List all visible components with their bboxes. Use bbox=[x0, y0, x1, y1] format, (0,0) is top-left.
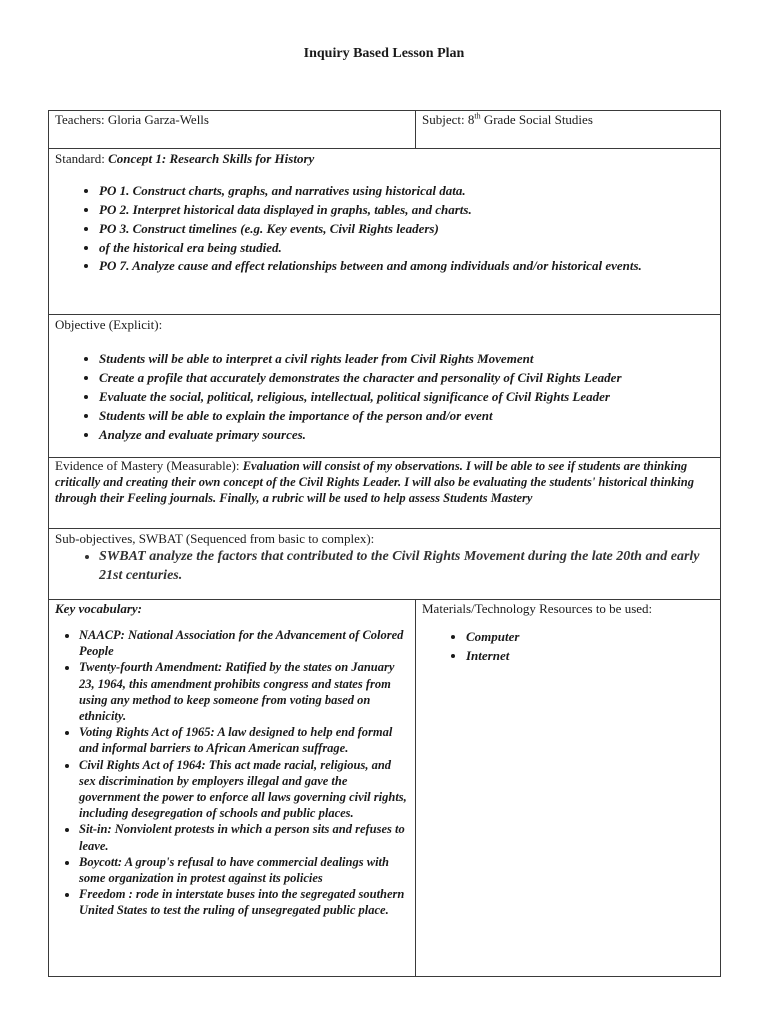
objective-cell bbox=[49, 315, 721, 458]
list-item: • Computer bbox=[466, 627, 714, 646]
standard-concept: Concept 1: Research Skills for History bbox=[108, 151, 315, 166]
list-item: • Twenty-fourth Amendment: Ratified by the states on January 23, 1964, this amendment prohibits congress and states from using any method to keep someone from voting based on ethnicity. bbox=[79, 659, 409, 724]
standard-cell bbox=[49, 149, 721, 315]
list-item: • Voting Rights Act of 1965: A law designed to help end formal and informal barriers to African American suffrage. bbox=[79, 724, 409, 756]
vocabulary-label: Key vocabulary: bbox=[55, 601, 143, 616]
subobjectives-cell bbox=[49, 529, 721, 600]
subject-rest: Grade Social Studies bbox=[483, 112, 593, 127]
standard-list bbox=[55, 181, 714, 274]
subobjectives-row bbox=[49, 529, 721, 600]
list-item: • SWBAT analyze the factors that contributed to the Civil Rights Movement during the late 20th and early 21st centuries. bbox=[99, 547, 714, 585]
list-item: • Boycott: A group's refusal to have commercial dealings with some organization in protest against its policies bbox=[79, 854, 409, 886]
list-item: • PO 7. Analyze cause and effect relationships between and among individuals and/or historical events. bbox=[99, 257, 714, 274]
subject-cell bbox=[416, 111, 721, 149]
list-item: • Civil Rights Act of 1964: This act made racial, religious, and sex discrimination by employers illegal and gave the government the power to enforce all laws governing civil rights, including desegregation of schools and public places. bbox=[79, 757, 409, 822]
teachers-value: Gloria Garza-Wells bbox=[107, 112, 209, 127]
list-item: • Sit-in: Nonviolent protests in which a person sits and refuses to leave. bbox=[79, 821, 409, 853]
materials-list bbox=[422, 627, 714, 665]
objective-list bbox=[55, 349, 714, 444]
vocab-materials-row bbox=[49, 600, 721, 977]
list-item: • PO 1. Construct charts, graphs, and narratives using historical data. bbox=[99, 181, 714, 200]
mastery-cell bbox=[49, 458, 721, 529]
header-row bbox=[49, 111, 721, 149]
teachers-cell bbox=[49, 111, 416, 149]
list-item: • PO 2. Interpret historical data displayed in graphs, tables, and charts. bbox=[99, 200, 714, 219]
list-item: • Freedom : rode in interstate buses into the segregated southern United States to test the ruling of unsegregated public place. bbox=[79, 886, 409, 918]
mastery-row bbox=[49, 458, 721, 529]
subject-grade-suffix: th bbox=[474, 111, 481, 121]
list-item: • Students will be able to interpret a civil rights leader from Civil Rights Movement bbox=[99, 349, 714, 368]
list-item: • Create a profile that accurately demonstrates the character and personality of Civil Rights Leader bbox=[99, 368, 714, 387]
list-item: • NAACP: National Association for the Advancement of Colored People bbox=[79, 627, 409, 659]
page-title: Inquiry Based Lesson Plan bbox=[303, 46, 465, 61]
subject-label: Subject: bbox=[422, 112, 465, 127]
objective-row bbox=[49, 315, 721, 458]
materials-label: Materials/Technology Resources to be used: bbox=[422, 601, 653, 616]
lesson-plan-table bbox=[48, 110, 721, 977]
list-item: • of the historical era being studied. bbox=[99, 238, 714, 257]
subobjectives-list bbox=[55, 547, 714, 585]
list-item: • Evaluate the social, political, religious, intellectual, political significance of Civil Rights Leader bbox=[99, 387, 714, 406]
subobjectives-label: Sub-objectives, SWBAT (Sequenced from basic to complex): bbox=[55, 531, 375, 546]
list-item: • Analyze and evaluate primary sources. bbox=[99, 425, 714, 444]
vocabulary-cell bbox=[49, 600, 416, 977]
objective-label: Objective (Explicit): bbox=[55, 317, 163, 332]
subject-grade: 8 bbox=[467, 112, 475, 127]
standard-row bbox=[49, 149, 721, 315]
standard-label: Standard: bbox=[55, 151, 105, 166]
teachers-label: Teachers: bbox=[55, 112, 105, 127]
vocabulary-list bbox=[55, 627, 409, 919]
list-item: • Students will be able to explain the importance of the person and/or event bbox=[99, 406, 714, 425]
materials-cell bbox=[416, 600, 721, 977]
mastery-text: Evaluation will consist of my observations. I will be able to see if students are thinking critically and creating their own concept of the Civil Rights Leader. I will also be evaluating the students' historical thinking through their Feeling journals. Finally, a rubric will be used to help assess Students Mastery bbox=[55, 459, 694, 505]
mastery-label: Evidence of Mastery (Measurable): bbox=[55, 458, 240, 473]
list-item: • PO 3. Construct timelines (e.g. Key events, Civil Rights leaders) bbox=[99, 219, 714, 238]
list-item: • Internet bbox=[466, 646, 714, 665]
